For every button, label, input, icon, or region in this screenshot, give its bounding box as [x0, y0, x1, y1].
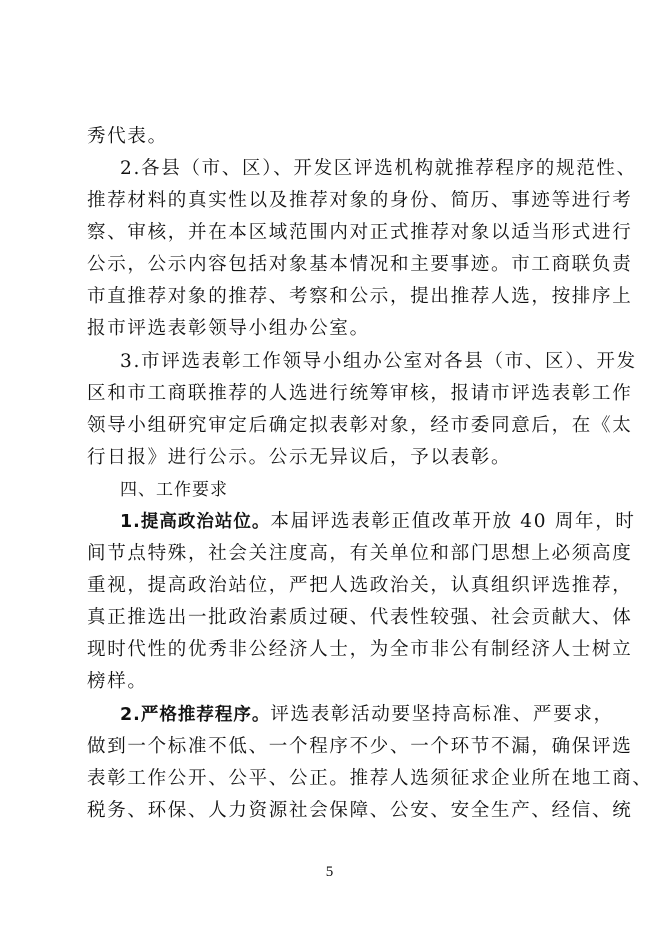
- bold-title: 2.严格推荐程序。: [120, 705, 271, 725]
- text-line: 2.各县（市、区）、开发区评选机构就推荐程序的规范性、: [120, 158, 637, 179]
- page-number: 5: [325, 864, 334, 880]
- text-line: 税务、环保、人力资源社会保障、公安、安全生产、经信、统: [87, 800, 633, 821]
- text-line: 行日报》进行公示。公示无异议后，予以表彰。: [87, 447, 512, 468]
- text-run: 本届评选表彰正值改革开放 40 周年，时: [270, 511, 636, 532]
- text-line: 间节点特殊，社会关注度高，有关单位和部门思想上必须高度: [87, 543, 633, 564]
- text-line: 报市评选表彰领导小组办公室。: [87, 318, 370, 339]
- bold-title: 1.提高政治站位。: [120, 512, 271, 532]
- text-line: 推荐材料的真实性以及推荐对象的身份、简历、事迹等进行考: [87, 190, 633, 211]
- text-line: 重视，提高政治站位，严把人选政治关，认真组织评选推荐，: [87, 575, 633, 596]
- text-line: 市直推荐对象的推荐、考察和公示，提出推荐人选，按排序上: [87, 286, 633, 307]
- text-line: 区和市工商联推荐的人选进行统筹审核，报请市评选表彰工作: [87, 383, 633, 404]
- text-line: 表彰工作公开、公平、公正。推荐人选须征求企业所在地工商、: [87, 768, 653, 789]
- text-line: 现时代性的优秀非公经济人士，为全市非公有制经济人士树立: [87, 639, 633, 660]
- text-line: 榜样。: [87, 671, 148, 692]
- text-line: 领导小组研究审定后确定拟表彰对象，经市委同意后，在《太: [87, 415, 633, 436]
- paragraph-first-line: [120, 700, 614, 730]
- text-line: 真正推选出一批政治素质过硬、代表性较强、社会贡献大、体: [87, 607, 633, 628]
- section-heading: 四、工作要求: [120, 480, 228, 500]
- text-run: 评选表彰活动要坚持高标准、严要求，: [270, 704, 614, 725]
- text-line: 秀代表。: [87, 126, 168, 147]
- text-line: 公示，公示内容包括对象基本情况和主要事迹。市工商联负责: [87, 254, 633, 275]
- text-line: 做到一个标准不低、一个程序不少、一个环节不漏，确保评选: [87, 736, 633, 757]
- paragraph-first-line: [120, 507, 636, 537]
- text-line: 3.市评选表彰工作领导小组办公室对各县（市、区）、开发: [120, 351, 637, 372]
- text-line: 察、审核，并在本区域范围内对正式推荐对象以适当形式进行: [87, 222, 633, 243]
